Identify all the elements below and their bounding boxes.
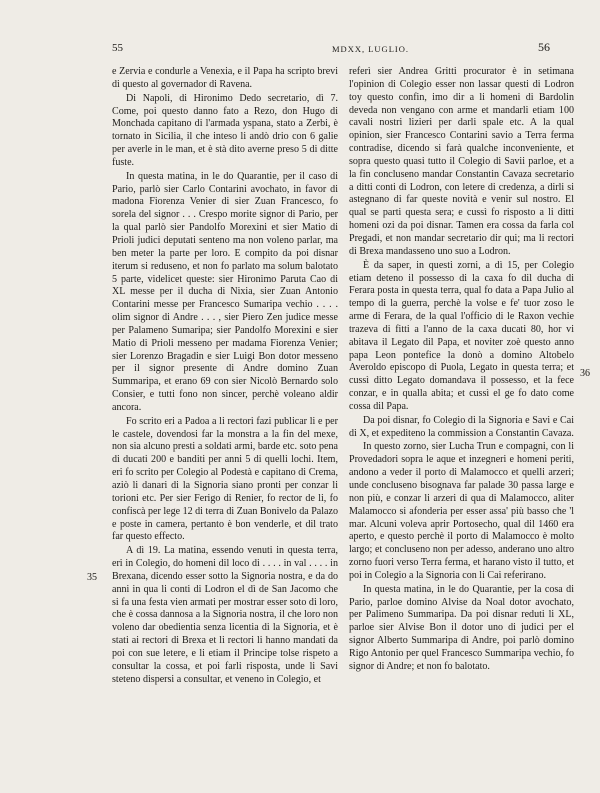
- right-column: [349, 66, 574, 674]
- page-number-right: 56: [538, 40, 550, 54]
- margin-number-left: 35: [87, 572, 97, 583]
- paragraph: In questo zorno, sier Lucha Trun e compagni, con li Provedadori sopra le aque et inzegneri e homeni periti, andono a veder il porto di Malamocco et quelli arzeri; unde concluseno bisognava far palade 30 passa large e non più, e conzar li arzeri di qua di Malamocco, aliter Malamocco si afonderia per esser assa' più basso che 'l mar. Alcuni voleva aprir Portosecho, qual dil 1460 era aperto, e questo perchè il porto di Malamocco è molto largo; et concluseno non per adesso, anderano uno altro zorno fuori verso Terra ferma, et harano visto il tutto, et poi in Colegio a la Signoria con li Cai referirano.: [349, 441, 574, 581]
- page-header: [112, 40, 550, 56]
- paragraph: e Zervia e condurle a Venexia, e il Papa ha scripto brevi di questo al governador di Ravena.: [112, 66, 338, 90]
- paragraph: referì sier Andrea Gritti procurator è in setimana l'opinion di Colegio esser non lassar questi di Lodron toy questo confin, imo dir a li homeni di Bardolin deveda non vengano con arme et mandarli etiam 100 cavali nostri lizieri per darli spale etc. A la qual opinion, sier Francesco Contarini savio a Terra ferma contradise, dicendo si farà qualche inconveniente, et sopra questo quasi tutto il Colegio di Savii parloe, et a la fin concluseno mandar Constantin Cavaza secretario a ditti conti di Lodron, con letere di credenza, a dirli si astegnano di far queste novità e venir sul nostro. El qual se parti questa sera; e cussì fo risposto a li ditti homeni ozi da poi disnar. Tamen era cossa da farla col Pregadi, et non mandar secretario dir qui; ma li rectori di Brexa mandasseno uno suo a Lodron.: [349, 66, 574, 257]
- paragraph: È da saper, in questi zorni, a dì 15, per Colegio etiam deteno il possesso di la caxa fo dil ducha di Ferara posta in questa terra, qual fo data a Papa Julio al tempo di la guerra, perchè la volse e fe' tuor zoso le arme di Ferara, de la qual l'officio di le Raxon vechie trazeva di fitti a l'anno de la caxa ducati 80, hor vi abitava il Legato dil Papa, et noviter zoè questo anno papa Leon pontefice la donò a domino Altobelo Averoldo episcopo di Puola, Legato in questa terra; et cussì ditto Legato domandava il possesso, et la fece conzar, e in qualla abita; et cussì el ge fo dato come cossa dil Papa.: [349, 259, 574, 412]
- paragraph: Fo scrito eri a Padoa a li rectori fazi publicar li e per le castele, dovendosi far la monstra a la fin del mexe, non sia alcuno presti a soldati armi, barde etc. soto pena di ducati 200 e banditi per anni 5 di quelli lochi. Item, eri fo scrito per Colegio al Podestà e capitano di Crema, aziò li danari di la Signoria siano pronti per conzar li torioni etc. Per sier Ferigo di Renier, fo rector de li, fo confiscà per lege 12 di terra di Zuan Bonivelo da Palazo e poste in camera, pertanto è bon venderle, et dil trato far questo effecto.: [112, 415, 338, 543]
- paragraph: In questa matina, in le do Quarantie, per la cosa di Pario, parloe domino Alvise da Noal dotor avochato, per Palimeno Summaripa. Da poi disnar reduti li XL, parloe sier Alvise Bon il dotor uno di judici per el signor Alberto Summaripa di Andre, poi parlò domino Rigo Antonio per quel Francesco Summaripa vechio, fo signor di Andre; et non fo balotato.: [349, 583, 574, 672]
- page-number-left: 55: [112, 42, 123, 54]
- paragraph: Di Napoli, di Hironimo Dedo secretario, dì 7. Come, poi questo danno fato a Rezo, don Hugo di Monchada capitano di l'armada yspana, stato a Zerbi, è tornato in Sicilia, il che inteso li andò drio con 6 galie per averle in le man, et è stà dito averne preso 5 di ditte fuste.: [112, 92, 338, 168]
- margin-number-right: 36: [580, 368, 590, 379]
- paragraph: A dì 19. La matina, essendo venuti in questa terra, eri in Colegio, do homeni dil loco di . . . . in val . . . . in Brexana, dicendo esser sotto la Signoria nostra, e da do anni in qua li conti di Lodron el dì de San Jacomo che si fa una festa vien armati per mostrar esser soto di loro, che è cossa dannosa a la Signoria nostra, il che loro non voleno dar obedientia senza licentia di la Signoria, et è stati ai rectori di Brexa et li rectori li hanno mandati da poi con sue letere, e li etiam il Principe tolse rispeto a consultar la cossa, et poi farli risposta, unde li Savi steteno dispersi a consultar, et veneno in Colegio, et: [112, 545, 338, 685]
- left-column: [112, 66, 338, 687]
- running-head: MDXX, LUGLIO.: [332, 44, 409, 54]
- paragraph: Da poi disnar, fo Colegio di la Signoria e Savi e Cai di X, et expediteno la commission a Constantin Cavaza.: [349, 414, 574, 439]
- paragraph: In questa matina, in le do Quarantie, per il caso di Pario, parlò sier Carlo Contarini avochato, in favor di madona Fiorenza Venier di sier Zuan Francesco, fo sorela del signor . . . Crespo morite signor di Pario, per la qual parlò sier Pandolfo Morexini et sier Matio di Prioli judici deputati senteno ma non voleno parlar, ma ben meter la parte per loro. E compito da poi disnar iterum si reduseno, et non fo parlato ma solum balotato 5 parte, videlicet queste: sier Hironimo Paruta Cao di XL messe per il ducha di Nixia, sier Zuan Antonio Contarini messe per Francesco Sumaripa vechio . . . . olim signor di Andre . . . , sier Piero Zen judice messe per Palameno Sumaripa; sier Pandolfo Morexini e sier Matio di Prioli messeno per madama Fiorenza Venier; sier Lorenzo Bragadin e sier Luigi Bon dotor messeno per il signor presente di Andre domino Zuan Summaripa, et erano 69 con sier Nicolò Bernardo solo Consier, e tutti fono non sincer, perchè voleano aldir ancora.: [112, 170, 338, 413]
